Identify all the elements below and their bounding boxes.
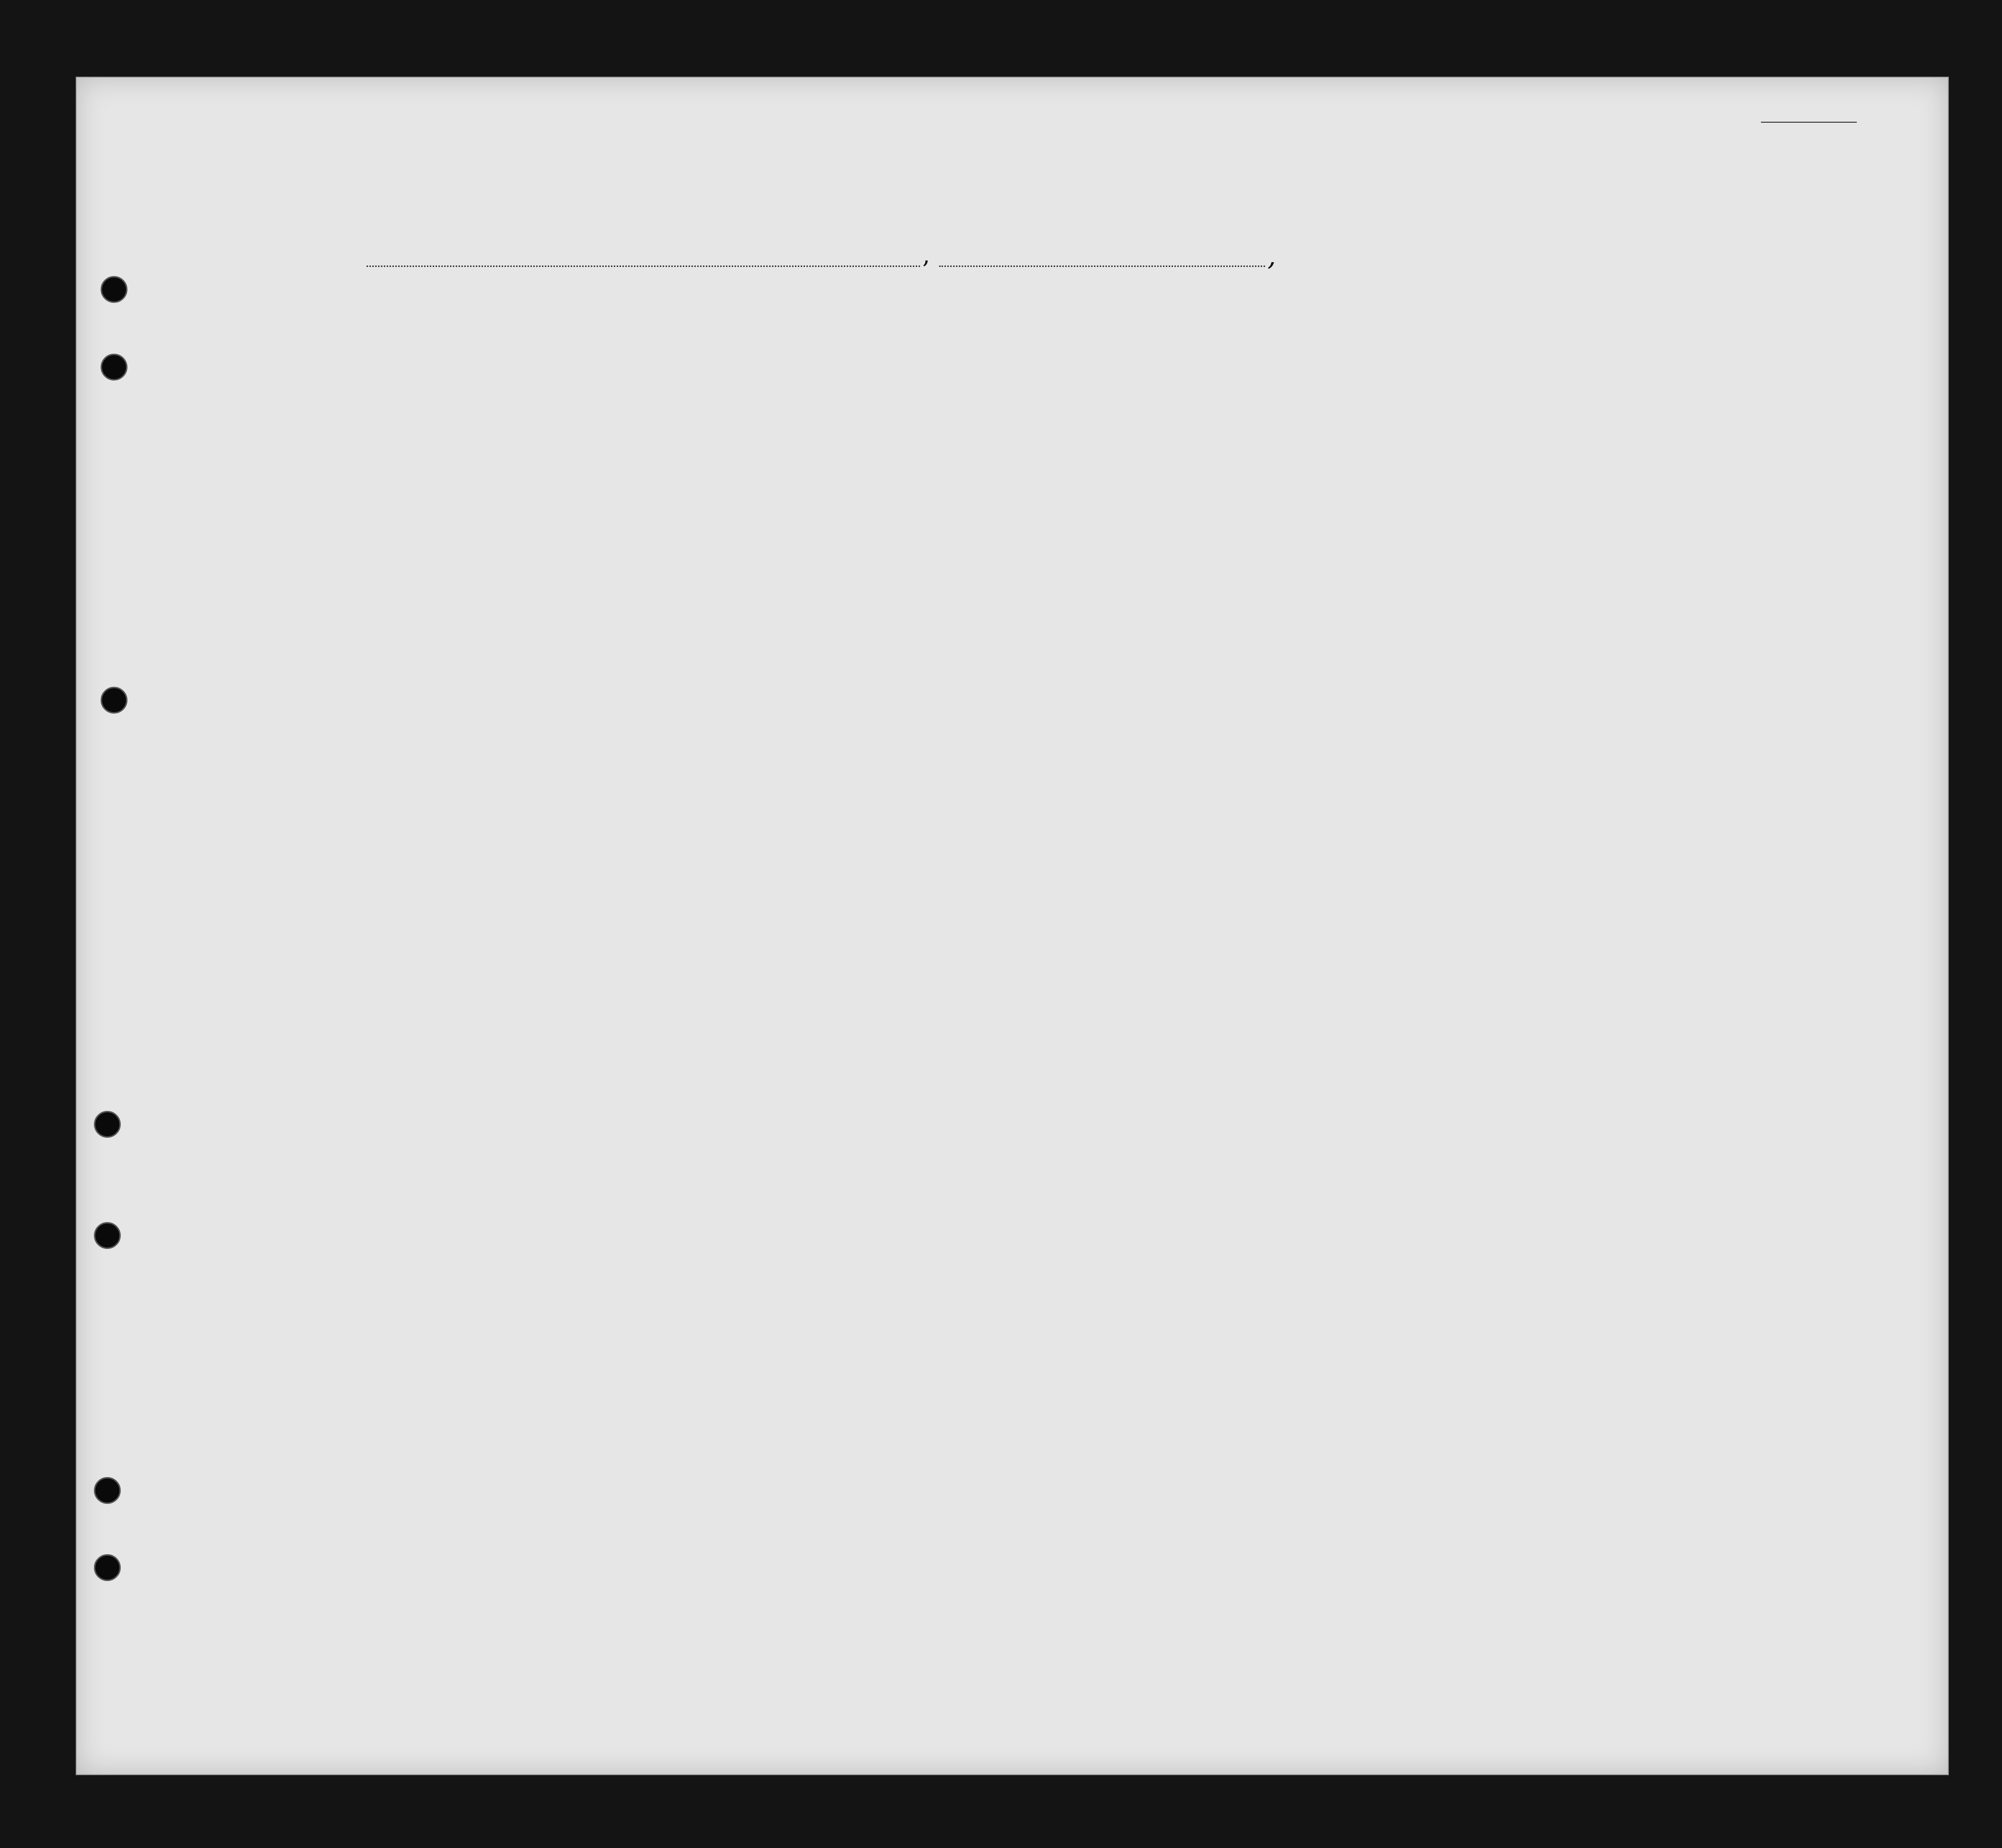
binder-hole	[101, 276, 127, 303]
manifest-sheet: , ,	[76, 77, 1949, 1775]
binder-hole	[94, 1111, 121, 1138]
binder-hole	[94, 1222, 121, 1249]
binder-hole	[94, 1477, 121, 1504]
list-value	[1761, 122, 1857, 123]
binder-hole	[101, 354, 127, 381]
date-underline	[939, 266, 1265, 267]
binder-hole	[94, 1554, 121, 1581]
port-underline	[367, 266, 920, 267]
binder-hole	[101, 687, 127, 714]
table-grid	[77, 78, 1948, 1774]
